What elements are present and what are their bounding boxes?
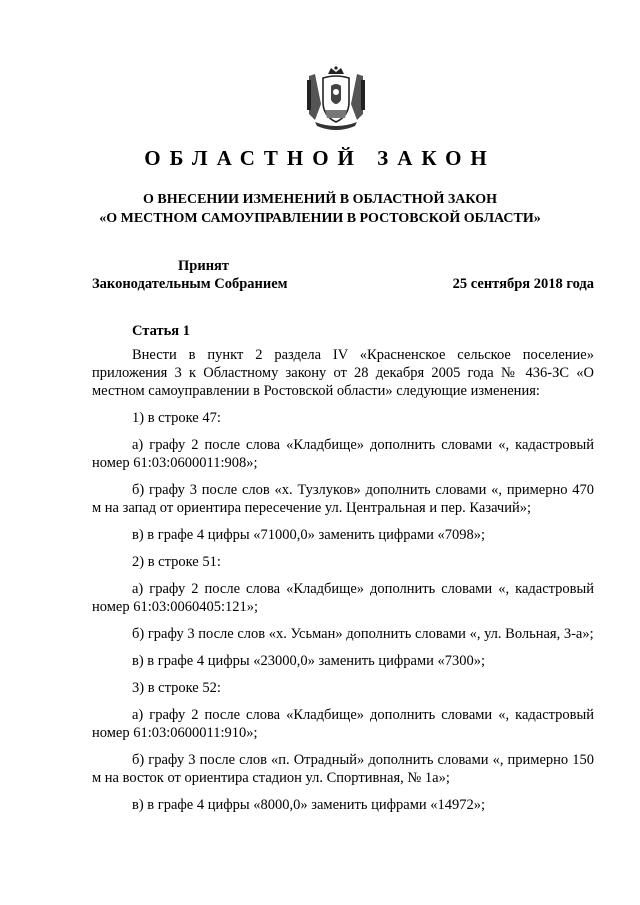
paragraph: а) графу 2 после слова «Кладбище» дополнить словами «, кадастровый номер 61:03:0600011:908»; bbox=[92, 437, 594, 471]
article-body bbox=[92, 346, 594, 814]
adopted-date: 25 сентября 2018 года bbox=[452, 276, 594, 292]
paragraph: б) графу 3 после слов «х. Усьман» дополнить словами «, ул. Вольная, 3-а»; bbox=[132, 626, 594, 642]
article-heading: Статья 1 bbox=[132, 323, 190, 339]
paragraph: б) графу 3 после слов «п. Отрадный» дополнить словами «, примерно 150 м на восток от ориентира стадион ул. Спортивная, № 1а»; bbox=[92, 752, 594, 786]
document-subtitle-line2: «О МЕСТНОМ САМОУПРАВЛЕНИИ В РОСТОВСКОЙ ОБЛАСТИ» bbox=[99, 211, 541, 226]
paragraph: а) графу 2 после слова «Кладбище» дополнить словами «, кадастровый номер 61:03:0600011:910»; bbox=[92, 707, 594, 741]
paragraph: 1) в строке 47: bbox=[132, 410, 221, 426]
coat-of-arms-icon bbox=[301, 64, 371, 132]
adopted-by-label: Законодательным Собранием bbox=[92, 276, 288, 292]
paragraph: а) графу 2 после слова «Кладбище» дополнить словами «, кадастровый номер 61:03:0060405:121»; bbox=[92, 581, 594, 615]
paragraph: в) в графе 4 цифры «71000,0» заменить цифрами «7098»; bbox=[132, 527, 486, 543]
paragraph: 2) в строке 51: bbox=[132, 554, 221, 570]
paragraph: Внести в пункт 2 раздела IV «Красненское сельское поселение» приложения 3 к Областному закону от 28 декабря 2005 года № 436-ЗС «О местном самоуправлении в Ростовской области» следующие изменения: bbox=[92, 347, 594, 399]
paragraph: в) в графе 4 цифры «8000,0» заменить цифрами «14972»; bbox=[132, 797, 486, 813]
document-title: ОБЛАСТНОЙ ЗАКОН bbox=[144, 146, 496, 170]
adopted-label: Принят bbox=[178, 258, 230, 274]
document-subtitle-line1: О ВНЕСЕНИИ ИЗМЕНЕНИЙ В ОБЛАСТНОЙ ЗАКОН bbox=[143, 192, 497, 207]
paragraph: б) графу 3 после слов «х. Тузлуков» дополнить словами «, примерно 470 м на запад от ориентира пересечение ул. Центральная и пер. Казачий»; bbox=[92, 482, 594, 516]
paragraph: в) в графе 4 цифры «23000,0» заменить цифрами «7300»; bbox=[132, 653, 486, 669]
paragraph: 3) в строке 52: bbox=[132, 680, 221, 696]
